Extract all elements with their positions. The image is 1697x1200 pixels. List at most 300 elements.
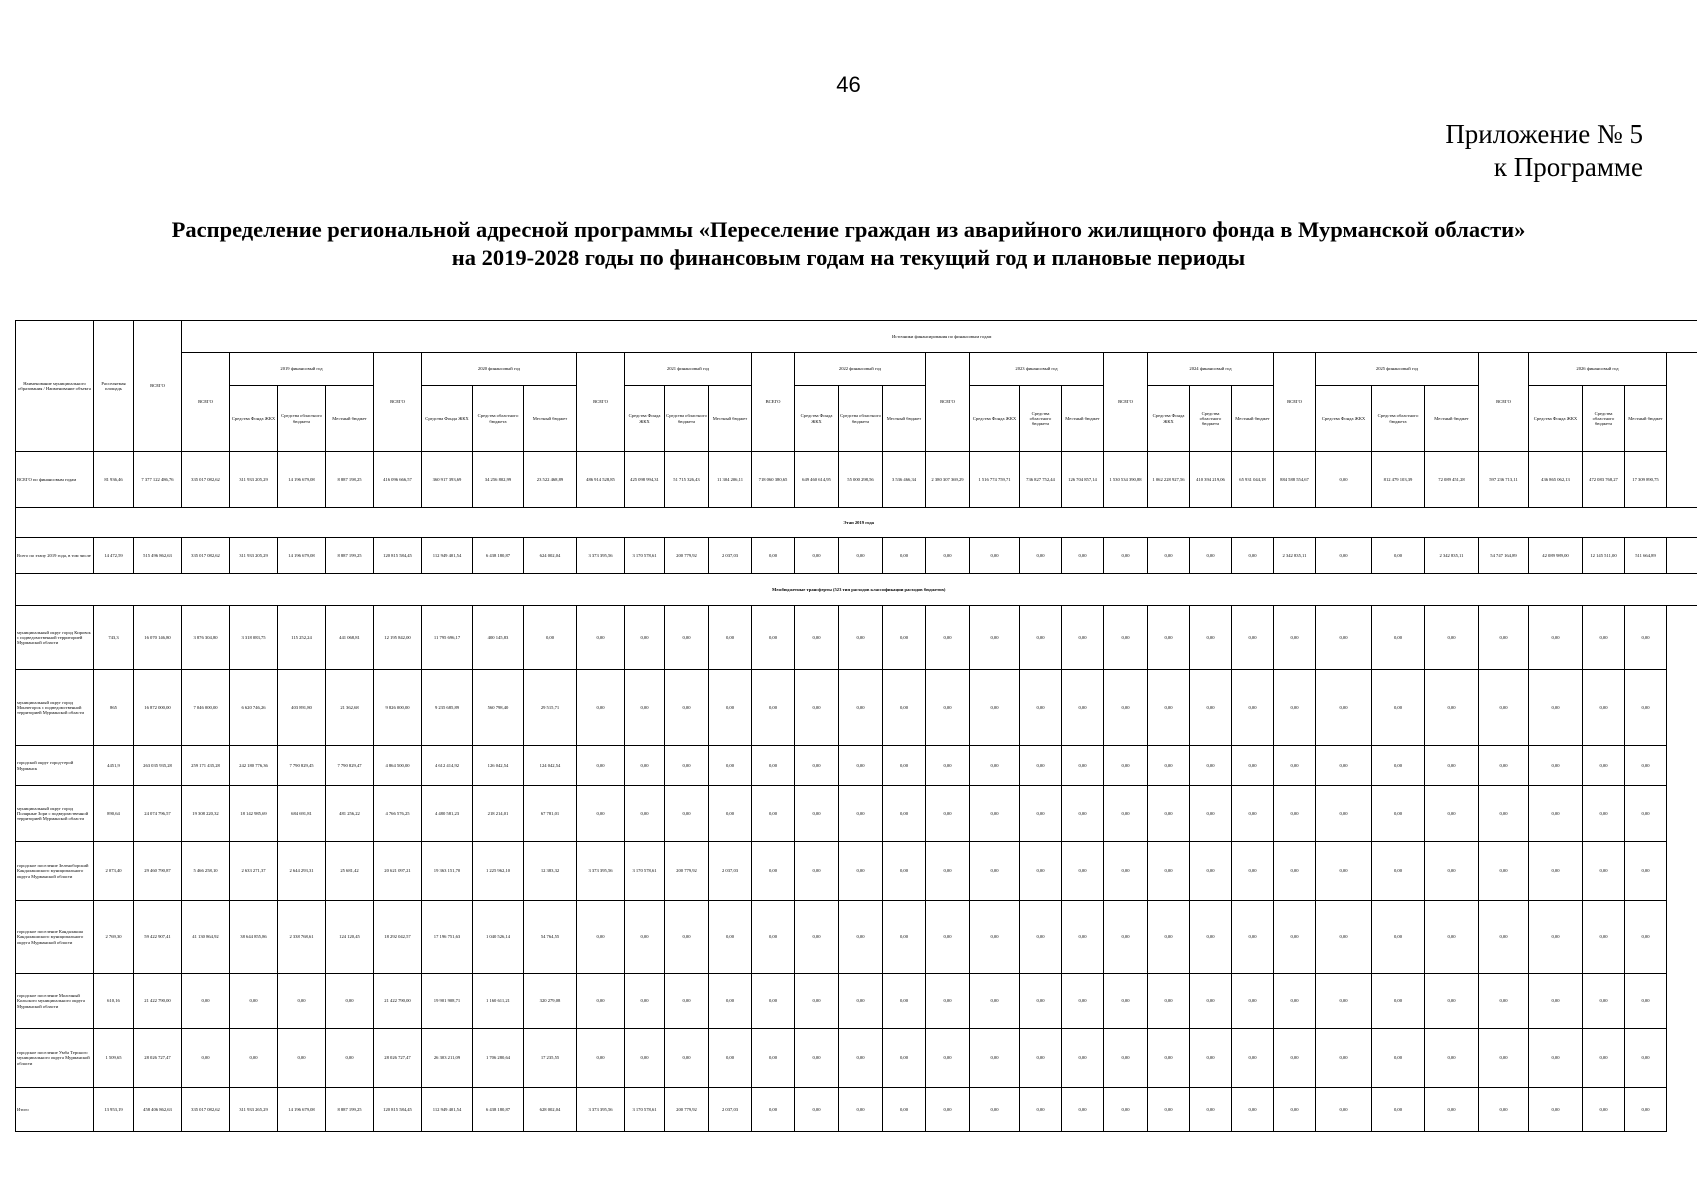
row-value: 0,00 <box>1190 606 1232 670</box>
row-area: 865 <box>94 670 134 746</box>
appendix-note <box>1445 118 1643 184</box>
row-value: 3 536 466,34 <box>883 452 926 508</box>
row-value: 20 621 097,21 <box>374 842 422 901</box>
row-value: 0,00 <box>1479 606 1529 670</box>
row-name: муниципальный округ город Полярные Зори с подведомственной территорией Мурманской области <box>16 786 94 842</box>
table-row <box>16 452 1697 508</box>
row-value: 0,00 <box>839 1088 883 1132</box>
header-regional: Средства областного бюджета <box>1372 386 1425 452</box>
header-sources: Источники финансирования по финансовым годам <box>182 321 1697 353</box>
row-value: 0,00 <box>1062 786 1104 842</box>
row-value: 4 480 581,23 <box>422 786 473 842</box>
row-total: 263 035 935,28 <box>134 746 182 786</box>
row-value: 425 098 994,31 <box>625 452 665 508</box>
row-value: 0,00 <box>1372 1088 1425 1132</box>
table-row <box>16 606 1697 670</box>
row-value: 41 130 864,92 <box>182 901 230 974</box>
row-value: 1 040 526,14 <box>473 901 524 974</box>
row-value: 0,00 <box>709 786 752 842</box>
row-value: 0,00 <box>795 901 839 974</box>
header-fund: Средства Фонда ЖКХ <box>625 386 665 452</box>
row-value: 0,00 <box>1274 901 1316 974</box>
header-total: ВСЕГО <box>134 321 182 452</box>
row-value: 124 120,45 <box>326 901 374 974</box>
header-year-total: ВСЕГО <box>1104 353 1148 452</box>
row-value: 0,00 <box>1104 606 1148 670</box>
row-value: 126 042,54 <box>473 746 524 786</box>
row-value: 1 516 774 759,71 <box>970 452 1020 508</box>
row-value: 65 931 044,18 <box>1232 452 1274 508</box>
row-value: 17 196 751,63 <box>422 901 473 974</box>
row-value: 2 342 835,11 <box>1425 538 1479 574</box>
row-value: 0,00 <box>1104 670 1148 746</box>
header-fund: Средства Фонда ЖКХ <box>970 386 1020 452</box>
row-value: 200 779,92 <box>665 538 709 574</box>
row-value: 200 779,92 <box>665 842 709 901</box>
row-value: 0,00 <box>1479 842 1529 901</box>
row-value: 311 933 205,29 <box>230 452 278 508</box>
row-value: 560 798,40 <box>473 670 524 746</box>
row-value: 0,00 <box>182 1029 230 1088</box>
row-value: 0,00 <box>278 974 326 1029</box>
row-value: 3 373 395,56 <box>577 538 625 574</box>
section-row <box>16 574 1697 606</box>
row-value: 0,00 <box>1020 901 1062 974</box>
row-value: 0,00 <box>1274 786 1316 842</box>
row-value: 0,00 <box>795 1088 839 1132</box>
row-value: 14 196 679,08 <box>278 452 326 508</box>
row-value: 0,00 <box>1316 538 1372 574</box>
row-value: 34 256 802,99 <box>473 452 524 508</box>
row-value: 0,00 <box>1625 670 1667 746</box>
row-value: 0,00 <box>1372 538 1425 574</box>
row-value: 597 236 713,11 <box>1479 452 1529 508</box>
header-year: 2026 финансовый год <box>1529 353 1667 386</box>
row-value: 0,00 <box>795 1029 839 1088</box>
row-value: 11 304 206,11 <box>709 452 752 508</box>
row-value: 51 715 326,43 <box>665 452 709 508</box>
row-value: 0,00 <box>1529 1029 1583 1088</box>
row-value: 9 235 685,89 <box>422 670 473 746</box>
table-row <box>16 1029 1697 1088</box>
row-value: 0,00 <box>182 974 230 1029</box>
row-value: 0,00 <box>665 606 709 670</box>
row-total: 16 070 146,80 <box>134 606 182 670</box>
row-value: 0,00 <box>1062 670 1104 746</box>
row-value: 0,00 <box>970 1088 1020 1132</box>
table-row <box>16 901 1697 974</box>
row-total: 16 872 000,00 <box>134 670 182 746</box>
row-value: 0,00 <box>1190 901 1232 974</box>
row-value: 0,00 <box>1274 842 1316 901</box>
header-local: Местный бюджет <box>883 386 926 452</box>
row-value: 0,00 <box>1148 842 1190 901</box>
row-value: 0,00 <box>625 901 665 974</box>
table-row <box>16 1088 1697 1132</box>
row-area: 1 509,65 <box>94 1029 134 1088</box>
row-value: 0,00 <box>1425 842 1479 901</box>
row-value: 200 779,92 <box>665 1088 709 1132</box>
table-row <box>16 670 1697 746</box>
table-body <box>16 452 1697 1132</box>
row-value: 0,00 <box>709 1029 752 1088</box>
row-value: 0,00 <box>1104 786 1148 842</box>
row-value: 0,00 <box>1583 786 1625 842</box>
row-value: 0,00 <box>1479 1029 1529 1088</box>
row-value: 0,00 <box>1148 901 1190 974</box>
row-value: 28 026 727,47 <box>374 1029 422 1088</box>
row-value: 0,00 <box>709 974 752 1029</box>
header-year-total: ВСЕГО <box>752 353 795 452</box>
row-value: 0,00 <box>970 670 1020 746</box>
row-value: 17 235,55 <box>524 1029 577 1088</box>
row-value: 0,00 <box>1425 901 1479 974</box>
row-value: 0,00 <box>1625 1088 1667 1132</box>
row-value: 0,00 <box>926 786 970 842</box>
row-value: 0,00 <box>1479 786 1529 842</box>
row-value: 0,00 <box>839 538 883 574</box>
header-local: Местный бюджет <box>709 386 752 452</box>
row-value: 0,00 <box>1104 901 1148 974</box>
row-value: 0,00 <box>839 974 883 1029</box>
row-value: 6 620 746,26 <box>230 670 278 746</box>
row-value: 12 383,32 <box>524 842 577 901</box>
row-value: 0,00 <box>970 974 1020 1029</box>
row-value: 54 747 164,89 <box>1479 538 1529 574</box>
row-value: 0,00 <box>1104 1088 1148 1132</box>
row-total: 21 422 790,00 <box>134 974 182 1029</box>
row-value: 0,00 <box>1274 974 1316 1029</box>
row-name: муниципальный округ город Мончегорск с подведомственной территорией Мурманской области <box>16 670 94 746</box>
row-value: 0,00 <box>625 786 665 842</box>
row-value: 2 342 835,11 <box>1274 538 1316 574</box>
row-value: 311 933 205,29 <box>230 538 278 574</box>
header-local: Местный бюджет <box>1062 386 1104 452</box>
row-value: 0,00 <box>665 974 709 1029</box>
row-value: 0,00 <box>883 786 926 842</box>
row-value: 481 256,22 <box>326 786 374 842</box>
row-value: 1 062 228 927,56 <box>1148 452 1190 508</box>
row-value: 0,00 <box>577 1029 625 1088</box>
table-row <box>16 974 1697 1029</box>
row-value: 242 180 776,36 <box>230 746 278 786</box>
row-value: 0,00 <box>752 974 795 1029</box>
appendix-line-1: Приложение № 5 <box>1445 119 1643 149</box>
row-value: 0,00 <box>1020 786 1062 842</box>
row-value: 0,00 <box>1529 746 1583 786</box>
row-value: 441 068,81 <box>326 606 374 670</box>
row-value: 0,00 <box>1625 1029 1667 1088</box>
row-value: 0,00 <box>1529 901 1583 974</box>
row-value: 649 460 614,95 <box>795 452 839 508</box>
header-fund: Средства Фонда ЖКХ <box>1148 386 1190 452</box>
row-value: 0,00 <box>1583 670 1625 746</box>
row-value: 0,00 <box>1529 842 1583 901</box>
row-value: 29 515,71 <box>524 670 577 746</box>
row-value: 0,00 <box>1062 901 1104 974</box>
row-value: 0,00 <box>230 974 278 1029</box>
row-value: 0,00 <box>524 606 577 670</box>
row-value: 0,00 <box>1190 746 1232 786</box>
row-value: 0,00 <box>1104 538 1148 574</box>
row-value: 0,00 <box>1104 974 1148 1029</box>
row-value: 0,00 <box>1425 1029 1479 1088</box>
row-value: 38 644 855,86 <box>230 901 278 974</box>
row-value: 0,00 <box>1190 842 1232 901</box>
row-value: 0,00 <box>1529 606 1583 670</box>
row-value: 0,00 <box>326 1029 374 1088</box>
row-value: 3 170 578,61 <box>625 1088 665 1132</box>
row-value: 0,00 <box>1529 670 1583 746</box>
header-year-total: ВСЕГО <box>1479 353 1529 452</box>
row-value: 0,00 <box>795 538 839 574</box>
row-value: 0,00 <box>1062 1029 1104 1088</box>
section-title: Этап 2019 года <box>16 508 1697 538</box>
row-value: 112 949 401,54 <box>422 1088 473 1132</box>
row-value: 0,00 <box>752 842 795 901</box>
row-value: 0,00 <box>577 670 625 746</box>
row-value: 115 252,24 <box>278 606 326 670</box>
row-total: 29 460 790,87 <box>134 842 182 901</box>
row-value: 0,00 <box>709 746 752 786</box>
row-value: 14 196 679,08 <box>278 538 326 574</box>
row-value: 0,00 <box>1274 746 1316 786</box>
row-value: 0,00 <box>1148 786 1190 842</box>
row-value: 4 766 576,25 <box>374 786 422 842</box>
row-value: 8 887 199,25 <box>326 538 374 574</box>
row-value: 0,00 <box>752 1029 795 1088</box>
row-value: 42 089 989,00 <box>1529 538 1583 574</box>
row-value: 0,00 <box>1425 746 1479 786</box>
row-value: 436 865 062,13 <box>1529 452 1583 508</box>
row-value: 9 826 000,00 <box>374 670 422 746</box>
row-value: 0,00 <box>1583 901 1625 974</box>
row-value: 0,00 <box>1316 606 1372 670</box>
row-value: 0,00 <box>1583 1029 1625 1088</box>
row-value: 0,00 <box>839 746 883 786</box>
row-value: 126 704 857,14 <box>1062 452 1104 508</box>
row-value: 486 914 528,85 <box>577 452 625 508</box>
row-value: 0,00 <box>1479 746 1529 786</box>
row-value: 0,00 <box>1148 606 1190 670</box>
row-value: 628 002,04 <box>524 1088 577 1132</box>
row-value: 0,00 <box>970 901 1020 974</box>
row-total: 28 026 727,47 <box>134 1029 182 1088</box>
header-regional: Средства областного бюджета <box>665 386 709 452</box>
header-local: Местный бюджет <box>326 386 374 452</box>
row-value: 0,00 <box>839 842 883 901</box>
header-regional: Средства областного бюджета <box>1190 386 1232 452</box>
row-value: 0,00 <box>1020 1088 1062 1132</box>
row-value: 0,00 <box>1479 901 1529 974</box>
row-value: 0,00 <box>883 746 926 786</box>
row-value: 0,00 <box>278 1029 326 1088</box>
row-value: 2 338 768,61 <box>278 901 326 974</box>
row-value: 0,00 <box>839 1029 883 1088</box>
row-value: 1 706 280,64 <box>473 1029 524 1088</box>
row-value: 0,00 <box>577 786 625 842</box>
row-name: городское поселение Зеленоборский Кандалакшского муниципального округа Мурманской области <box>16 842 94 901</box>
row-value: 21 362,68 <box>326 670 374 746</box>
row-value: 0,00 <box>1372 842 1425 901</box>
row-value: 259 171 435,28 <box>182 746 230 786</box>
row-value: 72 089 451,28 <box>1425 452 1479 508</box>
row-value: 0,00 <box>883 1088 926 1132</box>
row-value: 7 046 000,00 <box>182 670 230 746</box>
row-value: 6 438 180,87 <box>473 1088 524 1132</box>
row-value: 624 002,04 <box>524 538 577 574</box>
row-value: 0,00 <box>1583 746 1625 786</box>
row-value: 0,00 <box>326 974 374 1029</box>
row-value: 0,00 <box>1274 1029 1316 1088</box>
row-value: 0,00 <box>1020 606 1062 670</box>
header-year: 2020 финансовый год <box>422 353 577 386</box>
row-value: 0,00 <box>970 606 1020 670</box>
row-value: 4 864 500,00 <box>374 746 422 786</box>
row-value: 0,00 <box>1372 974 1425 1029</box>
row-value: 3 876 304,80 <box>182 606 230 670</box>
row-value: 4 612 414,92 <box>422 746 473 786</box>
header-year-total: ВСЕГО <box>577 353 625 452</box>
row-value: 0,00 <box>795 842 839 901</box>
row-value: 0,00 <box>752 901 795 974</box>
row-value: 0,00 <box>625 974 665 1029</box>
row-value: 0,00 <box>752 670 795 746</box>
row-value: 8 887 199,25 <box>326 1088 374 1132</box>
row-value: 0,00 <box>795 974 839 1029</box>
row-value: 18 142 985,69 <box>230 786 278 842</box>
row-value: 8 887 198,25 <box>326 452 374 508</box>
header-fund: Средства Фонда ЖКХ <box>422 386 473 452</box>
header-local: Местный бюджет <box>1425 386 1479 452</box>
row-name: Всего по этапу 2019 года, в том числе <box>16 538 94 574</box>
row-value: 0,00 <box>752 786 795 842</box>
row-value: 0,00 <box>1020 746 1062 786</box>
row-area: 4451,9 <box>94 746 134 786</box>
row-value: 0,00 <box>1190 786 1232 842</box>
row-area: 743,3 <box>94 606 134 670</box>
row-value: 3 373 395,56 <box>577 842 625 901</box>
row-value: 410 394 219,06 <box>1190 452 1232 508</box>
row-value: 1 225 962,10 <box>473 842 524 901</box>
row-value: 120 815 584,45 <box>374 1088 422 1132</box>
row-value: 0,00 <box>1232 1088 1274 1132</box>
header-row-sources-detail <box>16 386 1697 452</box>
row-value: 0,00 <box>926 842 970 901</box>
row-value: 0,00 <box>795 606 839 670</box>
row-value: 0,00 <box>1190 974 1232 1029</box>
row-value: 0,00 <box>1425 786 1479 842</box>
row-value: 0,00 <box>1425 606 1479 670</box>
row-value: 335 017 082,62 <box>182 1088 230 1132</box>
row-value: 0,00 <box>1316 901 1372 974</box>
row-value: 403 891,80 <box>278 670 326 746</box>
row-value: 21 422 790,00 <box>374 974 422 1029</box>
row-value: 0,00 <box>577 901 625 974</box>
row-value: 0,00 <box>709 606 752 670</box>
row-value: 0,00 <box>1062 842 1104 901</box>
row-value: 2 633 271,37 <box>230 842 278 901</box>
row-value: 11 795 696,17 <box>422 606 473 670</box>
row-value: 0,00 <box>1274 1088 1316 1132</box>
row-value: 18 292 042,57 <box>374 901 422 974</box>
row-value: 2 644 293,31 <box>278 842 326 901</box>
row-value: 684 691,81 <box>278 786 326 842</box>
header-row-years <box>16 353 1697 386</box>
row-total: 515 496 862,63 <box>134 538 182 574</box>
row-value: 0,00 <box>1625 974 1667 1029</box>
row-value: 124 042,54 <box>524 746 577 786</box>
row-value: 0,00 <box>1062 746 1104 786</box>
row-value: 0,00 <box>665 901 709 974</box>
row-value: 0,00 <box>1625 842 1667 901</box>
row-value: 218 214,01 <box>473 786 524 842</box>
row-value: 0,00 <box>1625 901 1667 974</box>
row-value: 0,00 <box>883 670 926 746</box>
row-value: 0,00 <box>1274 606 1316 670</box>
row-value: 0,00 <box>883 606 926 670</box>
row-value: 0,00 <box>577 606 625 670</box>
row-value: 3 318 083,75 <box>230 606 278 670</box>
row-value: 0,00 <box>839 901 883 974</box>
row-value: 0,00 <box>1316 452 1372 508</box>
table-row <box>16 538 1697 574</box>
row-value: 23 522 468,89 <box>524 452 577 508</box>
header-regional: Средства областного бюджета <box>839 386 883 452</box>
header-year-total: ВСЕГО <box>926 353 970 452</box>
row-value: 0,00 <box>1625 606 1667 670</box>
row-value: 0,00 <box>883 538 926 574</box>
row-name: городское поселение Молочный Кольского муниципального округа Мурманской области <box>16 974 94 1029</box>
row-value: 0,00 <box>1529 786 1583 842</box>
row-value: 0,00 <box>1062 1088 1104 1132</box>
row-value: 54 764,55 <box>524 901 577 974</box>
row-value: 6 438 180,87 <box>473 538 524 574</box>
row-value: 0,00 <box>1625 746 1667 786</box>
row-value: 335 017 082,62 <box>182 538 230 574</box>
row-value: 416 096 666,57 <box>374 452 422 508</box>
row-value: 0,00 <box>709 901 752 974</box>
row-value: 511 664,89 <box>1625 538 1667 574</box>
header-year: 2025 финансовый год <box>1316 353 1479 386</box>
row-value: 0,00 <box>625 746 665 786</box>
row-value: 0,00 <box>795 746 839 786</box>
row-value: 0,00 <box>625 1029 665 1088</box>
row-value: 0,00 <box>926 746 970 786</box>
row-value: 0,00 <box>709 670 752 746</box>
row-value: 0,00 <box>795 670 839 746</box>
row-value: 812 479 103,39 <box>1372 452 1425 508</box>
row-value: 0,00 <box>1316 746 1372 786</box>
row-value: 0,00 <box>1625 786 1667 842</box>
row-value: 0,00 <box>1529 974 1583 1029</box>
row-value: 0,00 <box>839 786 883 842</box>
row-total: 7 377 122 486,76 <box>134 452 182 508</box>
row-value: 0,00 <box>1316 786 1372 842</box>
header-year: 2023 финансовый год <box>970 353 1104 386</box>
row-value: 0,00 <box>1062 538 1104 574</box>
row-value: 5 466 258,10 <box>182 842 230 901</box>
row-area: 890,64 <box>94 786 134 842</box>
row-value: 335 017 082,62 <box>182 452 230 508</box>
row-value: 0,00 <box>970 538 1020 574</box>
financing-table <box>15 320 1697 1132</box>
header-year: 2024 финансовый год <box>1148 353 1274 386</box>
row-name: ВСЕГО по финансовым годам <box>16 452 94 508</box>
row-value: 0,00 <box>970 1029 1020 1088</box>
row-value: 0,00 <box>1529 1088 1583 1132</box>
row-value: 0,00 <box>1372 901 1425 974</box>
